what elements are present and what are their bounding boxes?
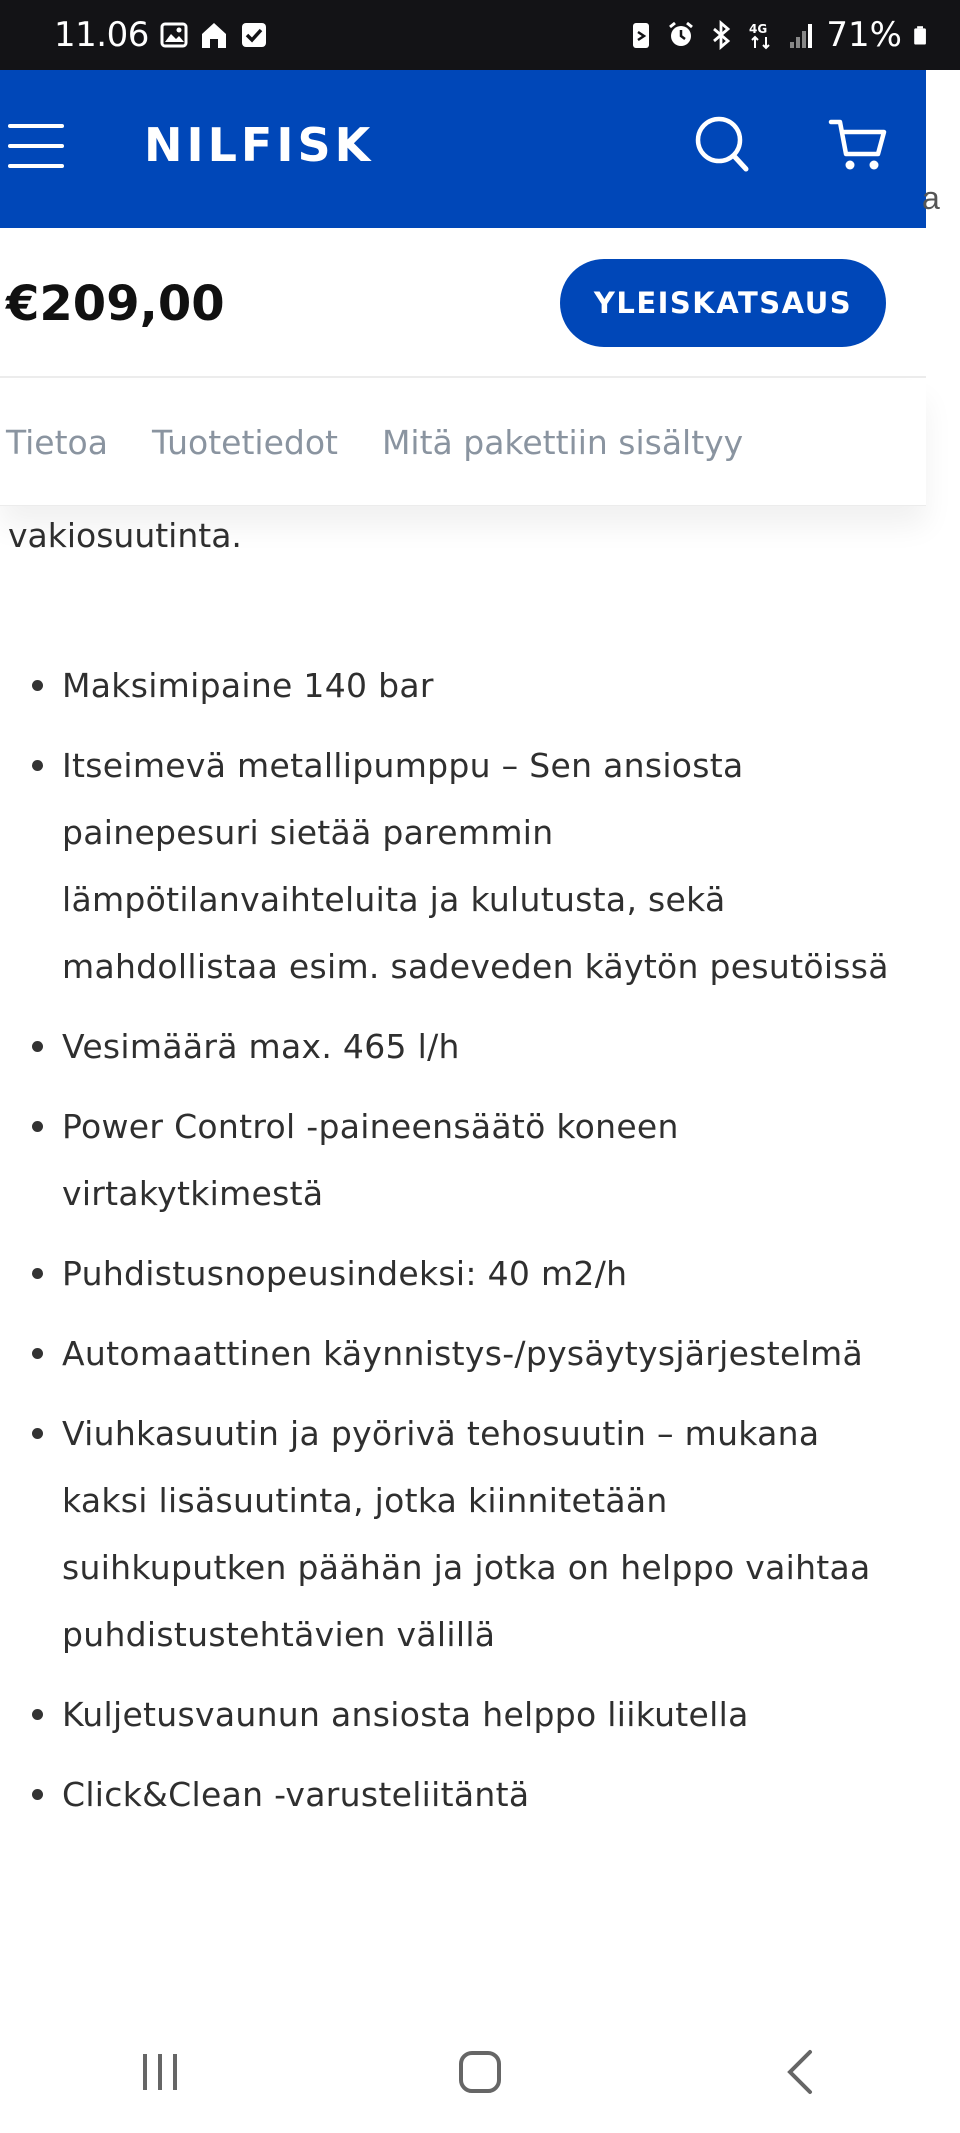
feature-text: Click&Clean -varusteliitäntä [62,1775,530,1814]
home-icon [199,20,229,50]
svg-text:4G: 4G [749,22,768,36]
list-item [0,652,960,719]
feature-text: Vesimäärä max. 465 l/h [62,1027,460,1066]
bullet-icon [32,1268,43,1279]
home-button-icon[interactable] [440,2042,520,2102]
feature-text: Kuljetusvaunun ansiosta helppo liikutella [62,1695,749,1734]
feature-text: Itseimevä metallipumppu – Sen ansiosta painepesuri sietää paremmin lämpötilanvaihteluita ja kulutusta, sekä mahdollistaa esim. sadeveden käytön pesutöissä [62,746,889,986]
bullet-icon [32,680,43,691]
product-tabs [0,380,926,506]
status-right [626,15,934,55]
cart-icon[interactable] [828,114,890,176]
search-icon[interactable] [692,112,752,176]
list-item [0,1013,960,1080]
tab-mita-pakettiin-sisaltyy[interactable]: Mitä pakettiin sisältyy [381,423,744,462]
check-icon [239,20,269,50]
bullet-icon [32,1121,43,1132]
bluetooth-icon [706,20,736,50]
bullet-icon [32,1041,43,1052]
tab-tuotetiedot[interactable]: Tuotetiedot [151,423,338,462]
feature-text: Automaattinen käynnistys-/pysäytysjärjestelmä [62,1334,864,1373]
feature-text: Viuhkasuutin ja pyörivä tehosuutin – mukana kaksi lisäsuutinta, jotka kiinnitetään suihkuputken päähän ja jotka on helppo vaihtaa puhdistustehtävien välillä [62,1414,871,1654]
back-icon[interactable] [760,2042,840,2102]
status-bar [0,0,960,70]
alarm-icon [666,20,696,50]
tab-tietoa[interactable]: Tietoa [6,423,108,462]
list-item [0,1093,960,1227]
offscreen-text-edge: a [922,180,940,216]
battery-icon [912,20,934,50]
feature-text: Power Control -paineensäätö koneen virtakytkimestä [62,1107,679,1213]
bullet-icon [32,1789,43,1800]
description-lead-text: vakiosuutinta. [8,516,242,555]
product-price: €209,00 [6,276,225,332]
list-item [0,1761,960,1828]
overview-button[interactable]: YLEISKATSAUS [560,259,886,347]
nilfisk-logo[interactable]: NILFISK [144,118,375,172]
hamburger-menu-icon[interactable] [8,124,64,168]
4g-icon [746,20,776,50]
status-time: 11.06 [54,15,149,55]
list-item [0,1400,960,1668]
recent-apps-icon[interactable] [120,2042,200,2102]
bullet-icon [32,1428,43,1439]
status-left [54,15,269,55]
bullet-icon [32,1709,43,1720]
battery-saver-icon [626,20,656,50]
feature-list [0,652,960,1841]
feature-text: Maksimipaine 140 bar [62,666,434,705]
site-header [0,70,926,228]
list-item [0,1681,960,1748]
list-item [0,1320,960,1387]
system-navigation-bar [0,2010,960,2133]
bullet-icon [32,1348,43,1359]
list-item [0,1240,960,1307]
battery-percent: 71% [826,15,902,55]
signal-icon [786,20,816,50]
bullet-icon [32,760,43,771]
gallery-icon [159,20,189,50]
feature-text: Puhdistusnopeusindeksi: 40 m2/h [62,1254,628,1293]
sticky-price-bar [0,228,926,378]
list-item [0,732,960,1000]
